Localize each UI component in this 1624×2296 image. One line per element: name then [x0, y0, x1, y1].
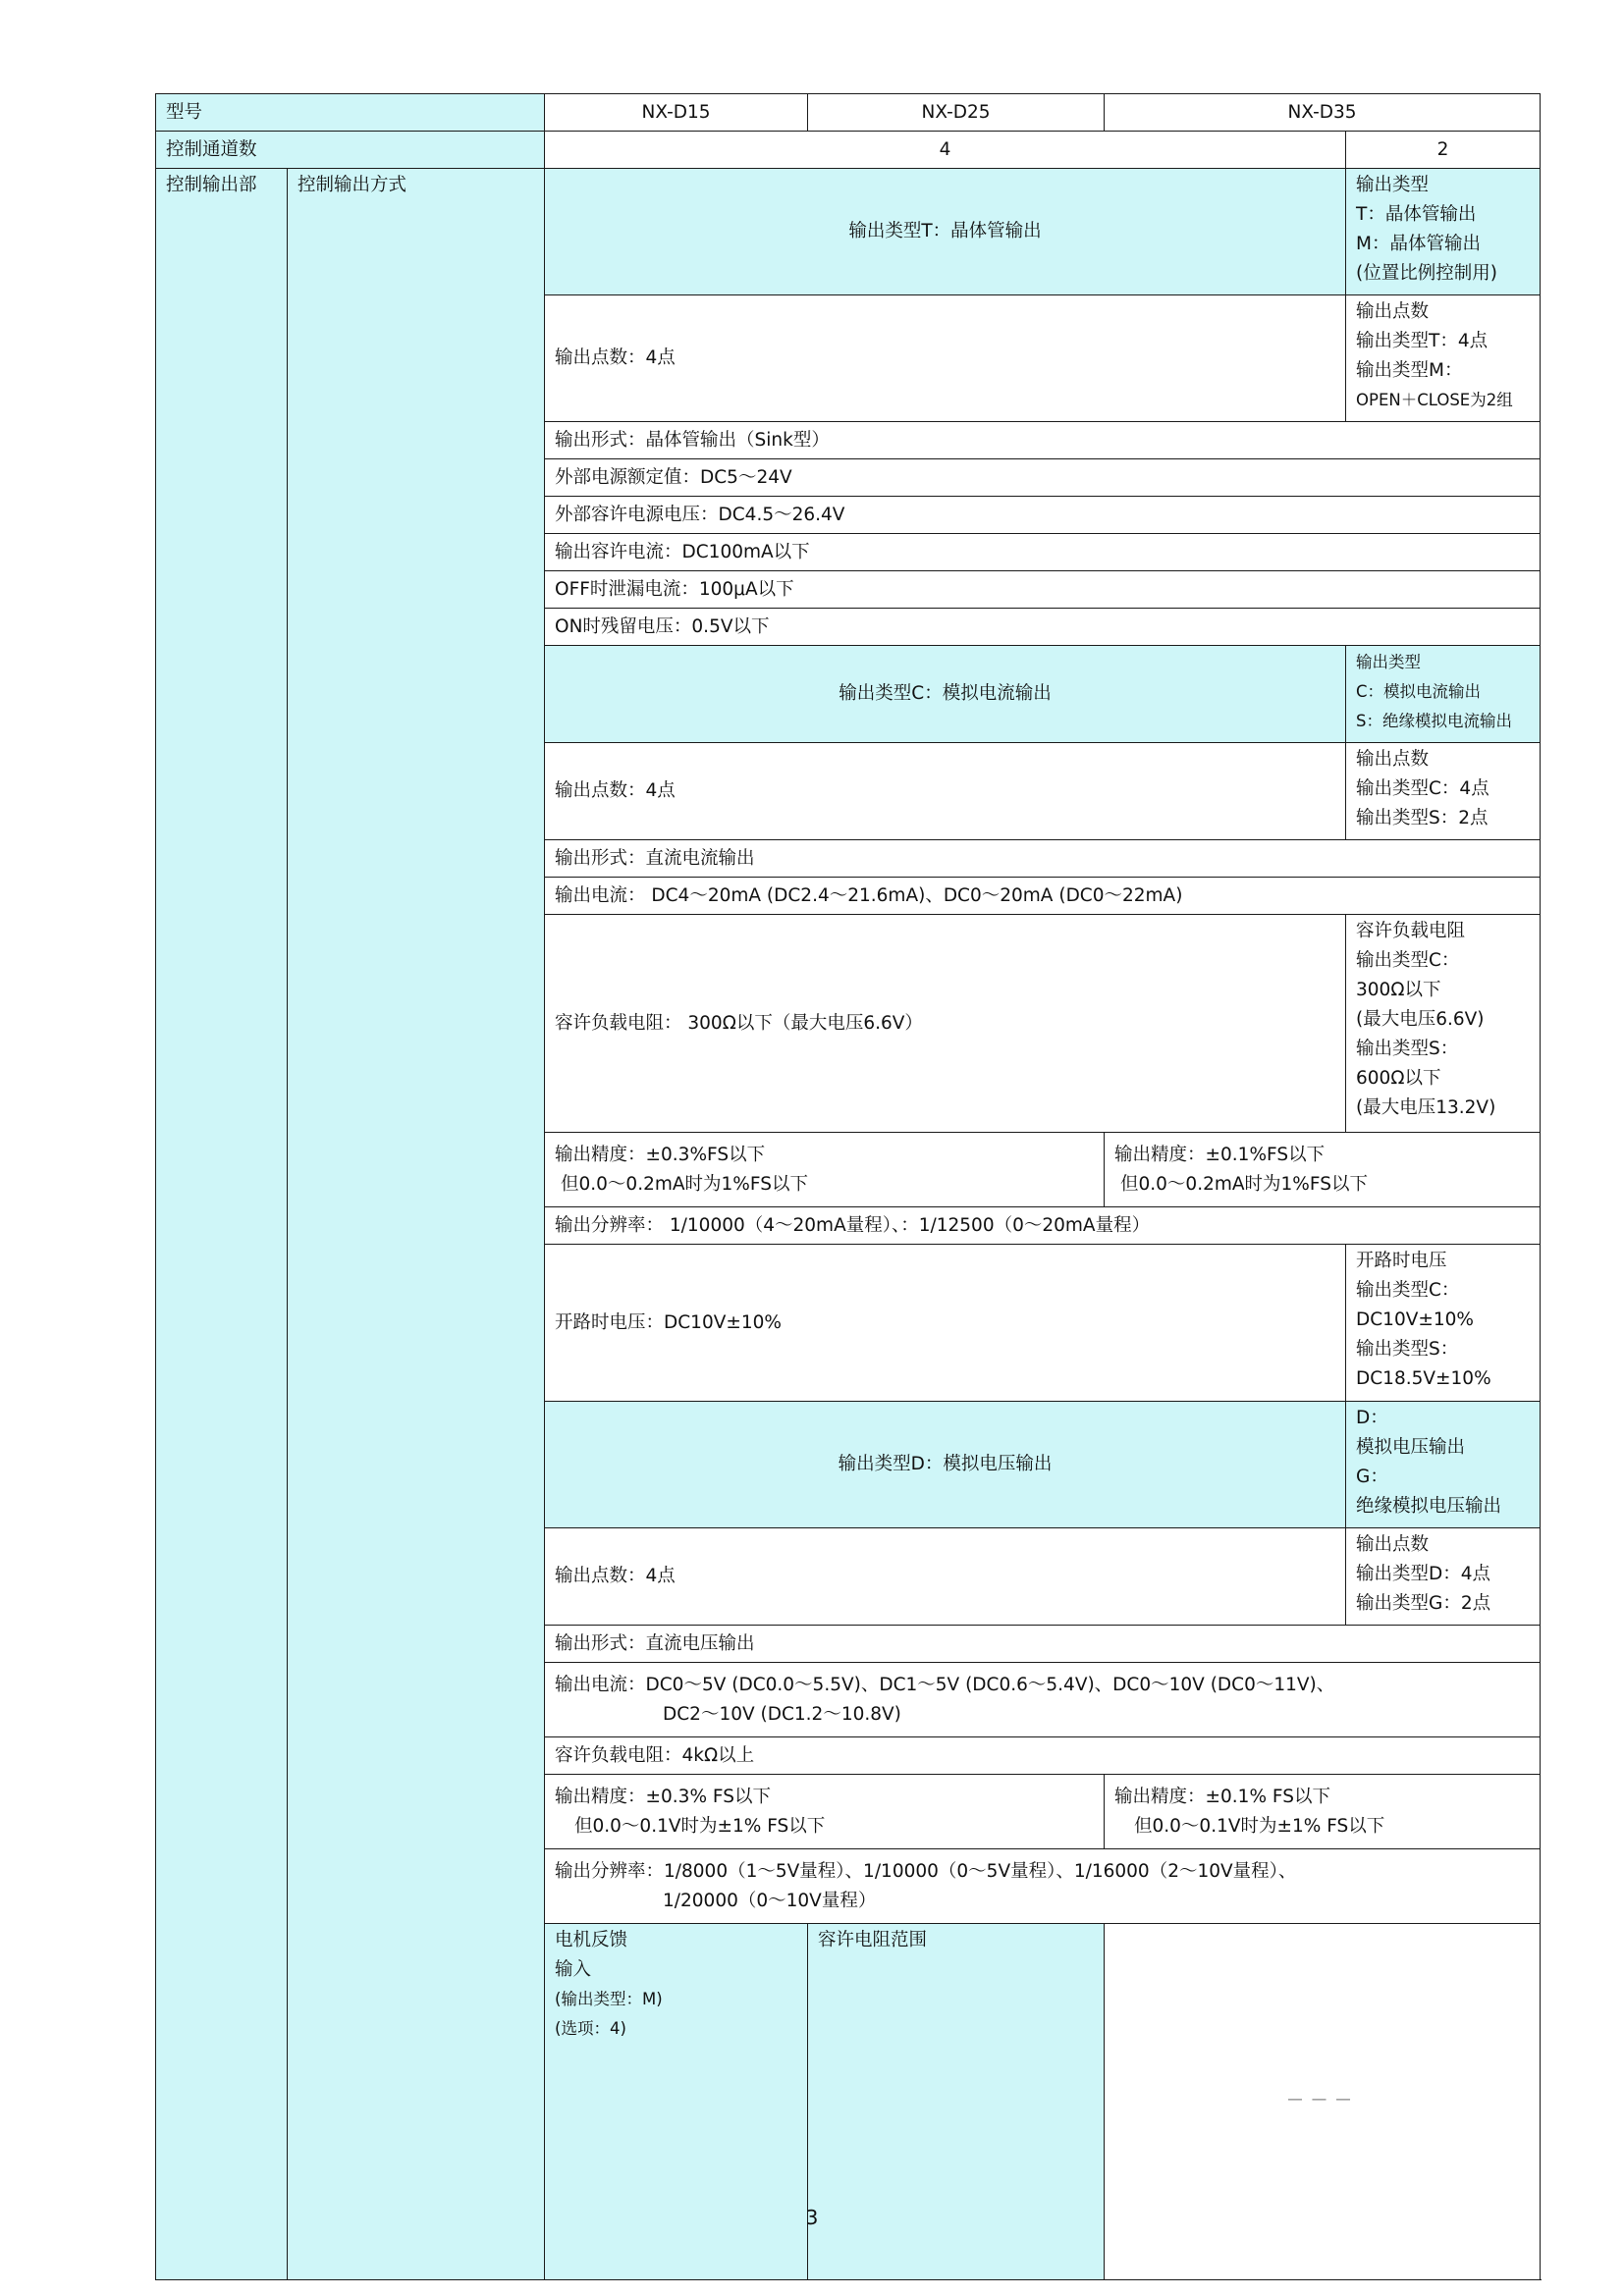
type-t-off-leak: OFF时泄漏电流：100μA以下: [545, 571, 1541, 609]
type-d-points: 输出点数：4点: [545, 1528, 1346, 1626]
type-c-open-voltage-d35-line: DC10V±10%: [1356, 1309, 1474, 1330]
type-d-resolution-line: 1/20000（0～10V量程）: [663, 1890, 877, 1911]
type-c-accuracy-b-line: 但0.0～0.2mA时为1%FS以下: [1120, 1173, 1368, 1195]
type-t-ext-allow: 外部容许电源电压：DC4.5～26.4V: [545, 497, 1541, 534]
type-d-d35-line: 绝缘模拟电压输出: [1356, 1496, 1502, 1517]
type-d-accuracy-b-line: 输出精度：±0.1% FS以下: [1114, 1786, 1330, 1807]
type-d-accuracy-a-line: 但0.0～0.1V时为±1% FS以下: [574, 1815, 826, 1837]
type-d-d35-cell: [1346, 1402, 1541, 1528]
type-d-resolution-line: 输出分辨率：1/8000（1～5V量程）、1/10000（0～5V量程）、1/16000（2～10V量程）、: [555, 1860, 1297, 1882]
type-c-title: 输出类型C：模拟电流输出: [545, 646, 1346, 743]
type-d-current-line: 输出电流：DC0～5V (DC0.0～5.5V)、DC1～5V (DC0.6～5.4V)、DC0～10V (DC0～11V)、: [555, 1674, 1335, 1695]
model-nx-d35: NX-D35: [1105, 94, 1541, 132]
type-c-open-voltage-d35-line: DC18.5V±10%: [1356, 1368, 1491, 1389]
motor-feedback-dash: －－－: [1285, 2091, 1359, 2111]
type-c-load-d35-line: (最大电压13.2V): [1356, 1097, 1496, 1118]
type-d-load: 容许负载电阻：4kΩ以上: [545, 1737, 1541, 1775]
type-c-open-voltage-d35-line: 开路时电压: [1356, 1251, 1447, 1271]
type-c-accuracy-a-cell: [545, 1133, 1105, 1207]
type-c-open-voltage-d35-cell: [1346, 1245, 1541, 1402]
type-t-on-residual: ON时残留电压：0.5V以下: [545, 609, 1541, 646]
type-d-accuracy-a-line: 输出精度：±0.3% FS以下: [555, 1786, 771, 1807]
channels-value-d35: 2: [1346, 132, 1541, 169]
type-d-accuracy-b-cell: [1105, 1775, 1541, 1849]
type-t-d35-line: M：晶体管输出: [1356, 234, 1481, 254]
type-c-points-d35-line: 输出点数: [1356, 749, 1430, 770]
type-c-load-d35-line: 输出类型C：: [1356, 950, 1460, 971]
type-c-points-d35-cell: [1346, 743, 1541, 840]
motor-feedback-note-line: (选项：4): [555, 2019, 626, 2038]
type-t-d35-cell: [1346, 169, 1541, 295]
type-d-accuracy-a-cell: [545, 1775, 1105, 1849]
type-c-accuracy-a-line: 但0.0～0.2mA时为1%FS以下: [561, 1173, 808, 1195]
type-t-allow-current: 输出容许电流：DC100mA以下: [545, 534, 1541, 571]
type-c-load-d35-line: 容许负载电阻: [1356, 921, 1466, 941]
type-c-open-voltage-d35-line: 输出类型C：: [1356, 1280, 1460, 1301]
type-t-points-d35-line: 输出类型M：: [1356, 360, 1463, 381]
type-c-d35-cell: [1346, 646, 1541, 743]
type-c-d35-line: 输出类型: [1356, 653, 1422, 671]
type-c-load: 容许负载电阻： 300Ω以下（最大电压6.6V）: [545, 915, 1346, 1133]
type-d-form: 输出形式：直流电压输出: [545, 1626, 1541, 1663]
type-t-d35-line: 输出类型: [1356, 175, 1430, 195]
model-row: [156, 94, 1541, 132]
type-c-accuracy-a-line: 输出精度：±0.3%FS以下: [555, 1144, 766, 1165]
type-t-points-d35-line: 输出点数: [1356, 301, 1430, 322]
type-c-points: 输出点数：4点: [545, 743, 1346, 840]
type-t-points-d35-line: OPEN＋CLOSE为2组: [1356, 391, 1513, 409]
type-t-ext-rated: 外部电源额定值：DC5～24V: [545, 459, 1541, 497]
motor-feedback-note-line: (输出类型：M): [555, 1990, 663, 2008]
type-c-load-d35-line: (最大电压6.6V): [1356, 1009, 1485, 1030]
type-d-title: 输出类型D：模拟电压输出: [545, 1402, 1346, 1528]
type-d-resolution-cell: [545, 1849, 1541, 1924]
type-c-resolution: 输出分辨率： 1/10000（4～20mA量程）、：1/12500（0～20mA量程）: [545, 1207, 1541, 1245]
type-t-points-d35-cell: [1346, 295, 1541, 422]
type-t-title-row: [156, 169, 1541, 295]
type-c-open-voltage-d35-line: 输出类型S：: [1356, 1339, 1459, 1360]
type-c-load-d35-line: 输出类型S：: [1356, 1039, 1459, 1059]
type-d-points-d35-cell: [1346, 1528, 1541, 1626]
motor-feedback-label-line: 输入: [555, 1959, 592, 1980]
type-c-load-d35-line: 300Ω以下: [1356, 980, 1441, 1000]
spec-table: [155, 93, 1541, 2280]
type-c-points-d35-line: 输出类型S：2点: [1356, 808, 1489, 828]
type-c-load-d35-cell: [1346, 915, 1541, 1133]
type-t-d35-line: T：晶体管输出: [1356, 204, 1477, 225]
type-c-d35-line: S：绝缘模拟电流输出: [1356, 712, 1512, 730]
motor-feedback-sub-label: 容许电阻范围: [808, 1924, 1105, 2280]
model-label: 型号: [156, 94, 545, 132]
type-c-form: 输出形式：直流电流输出: [545, 840, 1541, 878]
type-d-accuracy-b-line: 但0.0～0.1V时为±1% FS以下: [1134, 1815, 1385, 1837]
type-t-d35-line: (位置比例控制用): [1356, 263, 1497, 284]
type-d-d35-line: G：: [1356, 1467, 1388, 1487]
type-c-accuracy-b-line: 输出精度：±0.1%FS以下: [1114, 1144, 1326, 1165]
channels-label: 控制通道数: [156, 132, 545, 169]
type-c-points-d35-line: 输出类型C：4点: [1356, 778, 1489, 799]
type-d-d35-line: D：: [1356, 1408, 1388, 1428]
output-section-label: 控制输出部: [156, 169, 288, 2280]
type-d-d35-line: 模拟电压输出: [1356, 1437, 1466, 1458]
type-t-points: 输出点数：4点: [545, 295, 1346, 422]
type-d-points-d35-line: 输出类型G：2点: [1356, 1593, 1491, 1614]
type-d-points-d35-line: 输出点数: [1356, 1534, 1430, 1555]
type-d-current-line: DC2～10V (DC1.2～10.8V): [663, 1703, 901, 1725]
page-number: 3: [805, 2206, 819, 2229]
type-c-d35-line: C：模拟电流输出: [1356, 682, 1482, 701]
type-t-title: 输出类型T：晶体管输出: [545, 169, 1346, 295]
type-t-points-d35-line: 输出类型T：4点: [1356, 331, 1489, 351]
type-t-form: 输出形式：晶体管输出（Sink型）: [545, 422, 1541, 459]
type-c-current: 输出电流： DC4～20mA (DC2.4～21.6mA)、DC0～20mA (DC0～22mA): [545, 878, 1541, 915]
type-d-points-d35-line: 输出类型D：4点: [1356, 1564, 1491, 1584]
model-nx-d25: NX-D25: [808, 94, 1105, 132]
model-nx-d15: NX-D15: [545, 94, 808, 132]
motor-feedback-label-line: 电机反馈: [555, 1930, 628, 1950]
type-c-accuracy-b-cell: [1105, 1133, 1541, 1207]
type-c-open-voltage: 开路时电压：DC10V±10%: [545, 1245, 1346, 1402]
type-d-current-cell: [545, 1663, 1541, 1737]
channels-row: [156, 132, 1541, 169]
type-c-load-d35-line: 600Ω以下: [1356, 1068, 1441, 1089]
channels-value-d15-d25: 4: [545, 132, 1346, 169]
output-method-label: 控制输出方式: [288, 169, 545, 2280]
